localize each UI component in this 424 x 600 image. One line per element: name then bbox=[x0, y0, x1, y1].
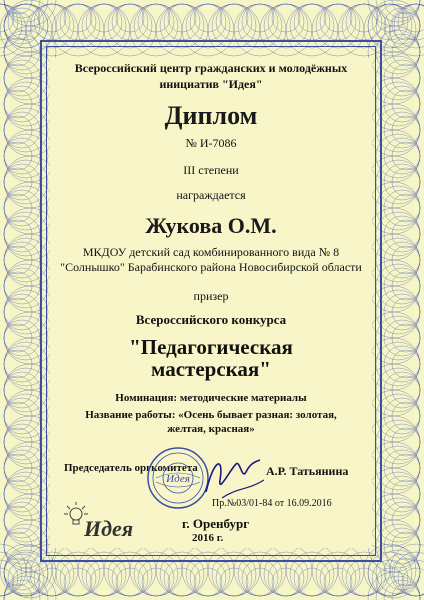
chair-name: А.Р. Татьянина bbox=[266, 464, 349, 478]
diploma-title: Диплом bbox=[164, 101, 258, 130]
city: г. Оренбург bbox=[182, 516, 250, 531]
svg-text:Идея: Идея bbox=[84, 516, 134, 541]
svg-text:Идея: Идея bbox=[166, 473, 190, 485]
organization-name: Всероссийский центр гражданских и молодёжных инициатив "Идея" bbox=[74, 61, 348, 91]
institution: МКДОУ детский сад комбинированного вида № 8 "Солнышко" Барабинского района Новосибирской области bbox=[60, 245, 362, 274]
year: 2016 г. bbox=[192, 532, 224, 544]
chair-label: Председатель оргкомитета bbox=[64, 462, 198, 474]
contest-name: "Педагогическая мастерская" bbox=[129, 335, 293, 381]
recipient-name: Жукова О.М. bbox=[145, 213, 277, 238]
seal-stamp bbox=[146, 446, 210, 510]
diploma-content bbox=[50, 58, 372, 548]
nomination: Номинация: методические материалы bbox=[115, 392, 307, 404]
protocol-number: Пр.№03/01-84 от 16.09.2016 bbox=[212, 498, 332, 509]
contest-label: Всероссийского конкурса bbox=[135, 312, 287, 327]
degree: III степени bbox=[183, 163, 239, 177]
idea-logo bbox=[64, 494, 146, 544]
awarded-label: награждается bbox=[176, 188, 246, 202]
award-role: призер bbox=[193, 289, 229, 303]
work-title: Название работы: «Осень бывает разная: золотая, желтая, красная» bbox=[85, 409, 337, 435]
diploma-number: № И-7086 bbox=[185, 136, 237, 150]
chair-signature bbox=[202, 450, 268, 504]
